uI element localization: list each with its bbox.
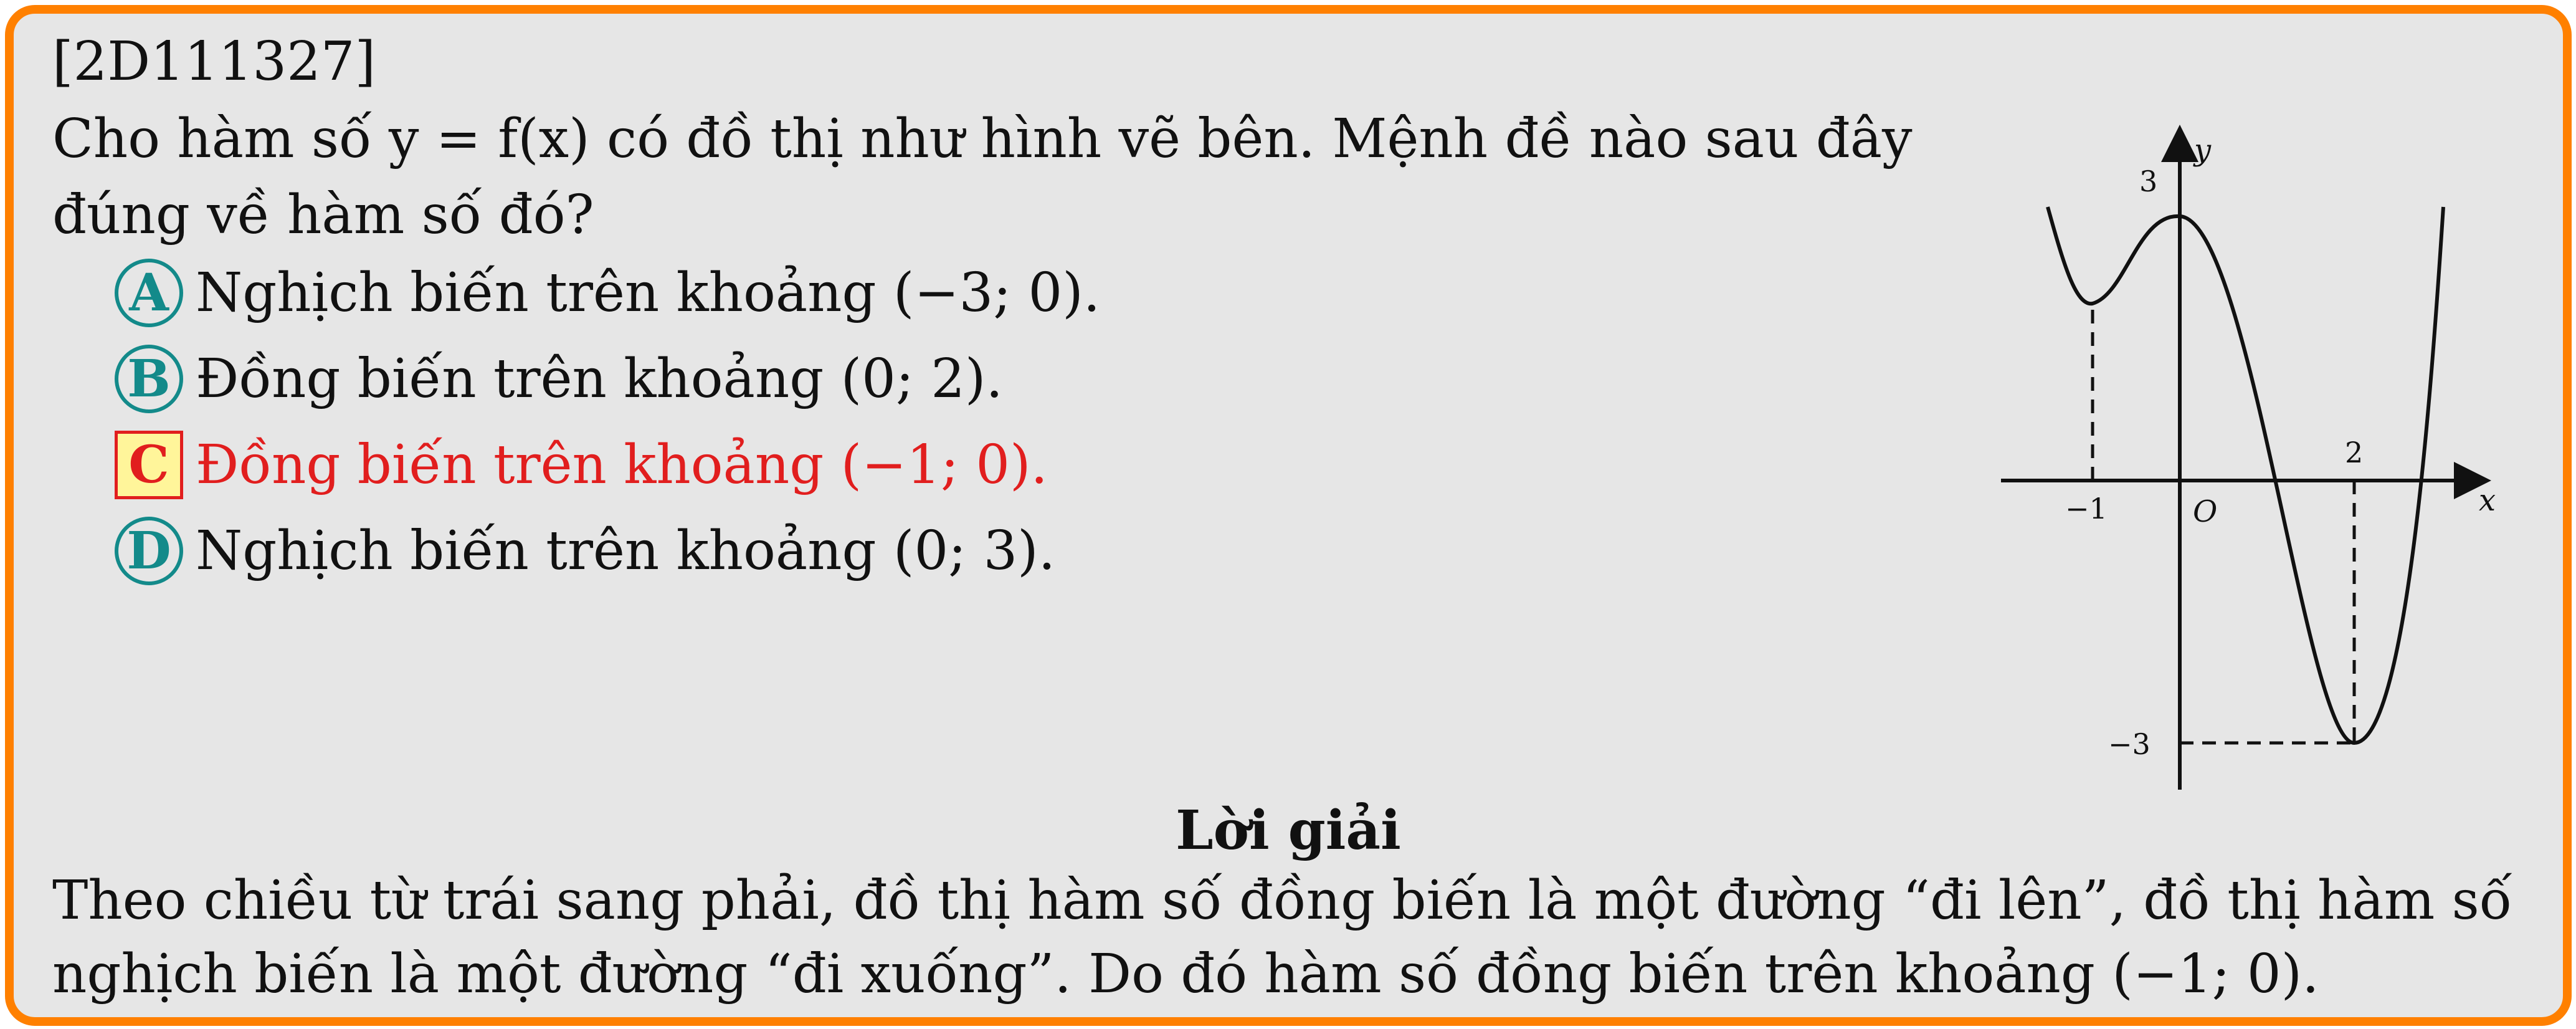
function-curve — [2048, 207, 2443, 743]
option-d[interactable] — [115, 514, 1055, 588]
option-b-badge: B — [115, 345, 183, 413]
y-tick-neg3: −3 — [2108, 727, 2151, 761]
function-graph — [1976, 120, 2518, 805]
origin-label: O — [2193, 494, 2218, 529]
solution-title: Lời giải — [1176, 799, 1401, 862]
option-c-text: Đồng biến trên khoảng (−1; 0). — [196, 434, 1048, 496]
option-a-text: Nghịch biến trên khoảng (−3; 0). — [196, 262, 1101, 324]
option-b[interactable] — [115, 342, 1003, 416]
x-tick-2: 2 — [2345, 436, 2364, 469]
y-axis-label: y — [2194, 133, 2212, 168]
question-card — [5, 5, 2572, 1026]
option-a[interactable] — [115, 256, 1100, 330]
question-id: [2D111327] — [52, 31, 376, 93]
question-text-line-2: đúng về hàm số đó? — [52, 184, 594, 246]
option-c-badge: C — [115, 431, 183, 499]
question-text-line-1: Cho hàm số y = f(x) có đồ thị như hình vẽ bên. Mệnh đề nào sau đây — [52, 108, 1913, 170]
option-d-text: Nghịch biến trên khoảng (0; 3). — [196, 520, 1056, 582]
solution-text-line-2: nghịch biến là một đường “đi xuống”. Do đó hàm số đồng biến trên khoảng (−1; 0). — [52, 943, 2319, 1005]
solution-text-line-1: Theo chiều từ trái sang phải, đồ thị hàm số đồng biến là một đường “đi lên”, đồ thị hàm số — [52, 869, 2512, 932]
x-axis-label: x — [2479, 483, 2496, 518]
option-c[interactable] — [115, 428, 1048, 502]
option-b-text: Đồng biến trên khoảng (0; 2). — [196, 348, 1003, 410]
x-tick-neg1: −1 — [2065, 492, 2108, 525]
option-a-badge: A — [115, 259, 183, 327]
option-d-badge: D — [115, 517, 183, 585]
y-tick-3: 3 — [2139, 165, 2158, 198]
